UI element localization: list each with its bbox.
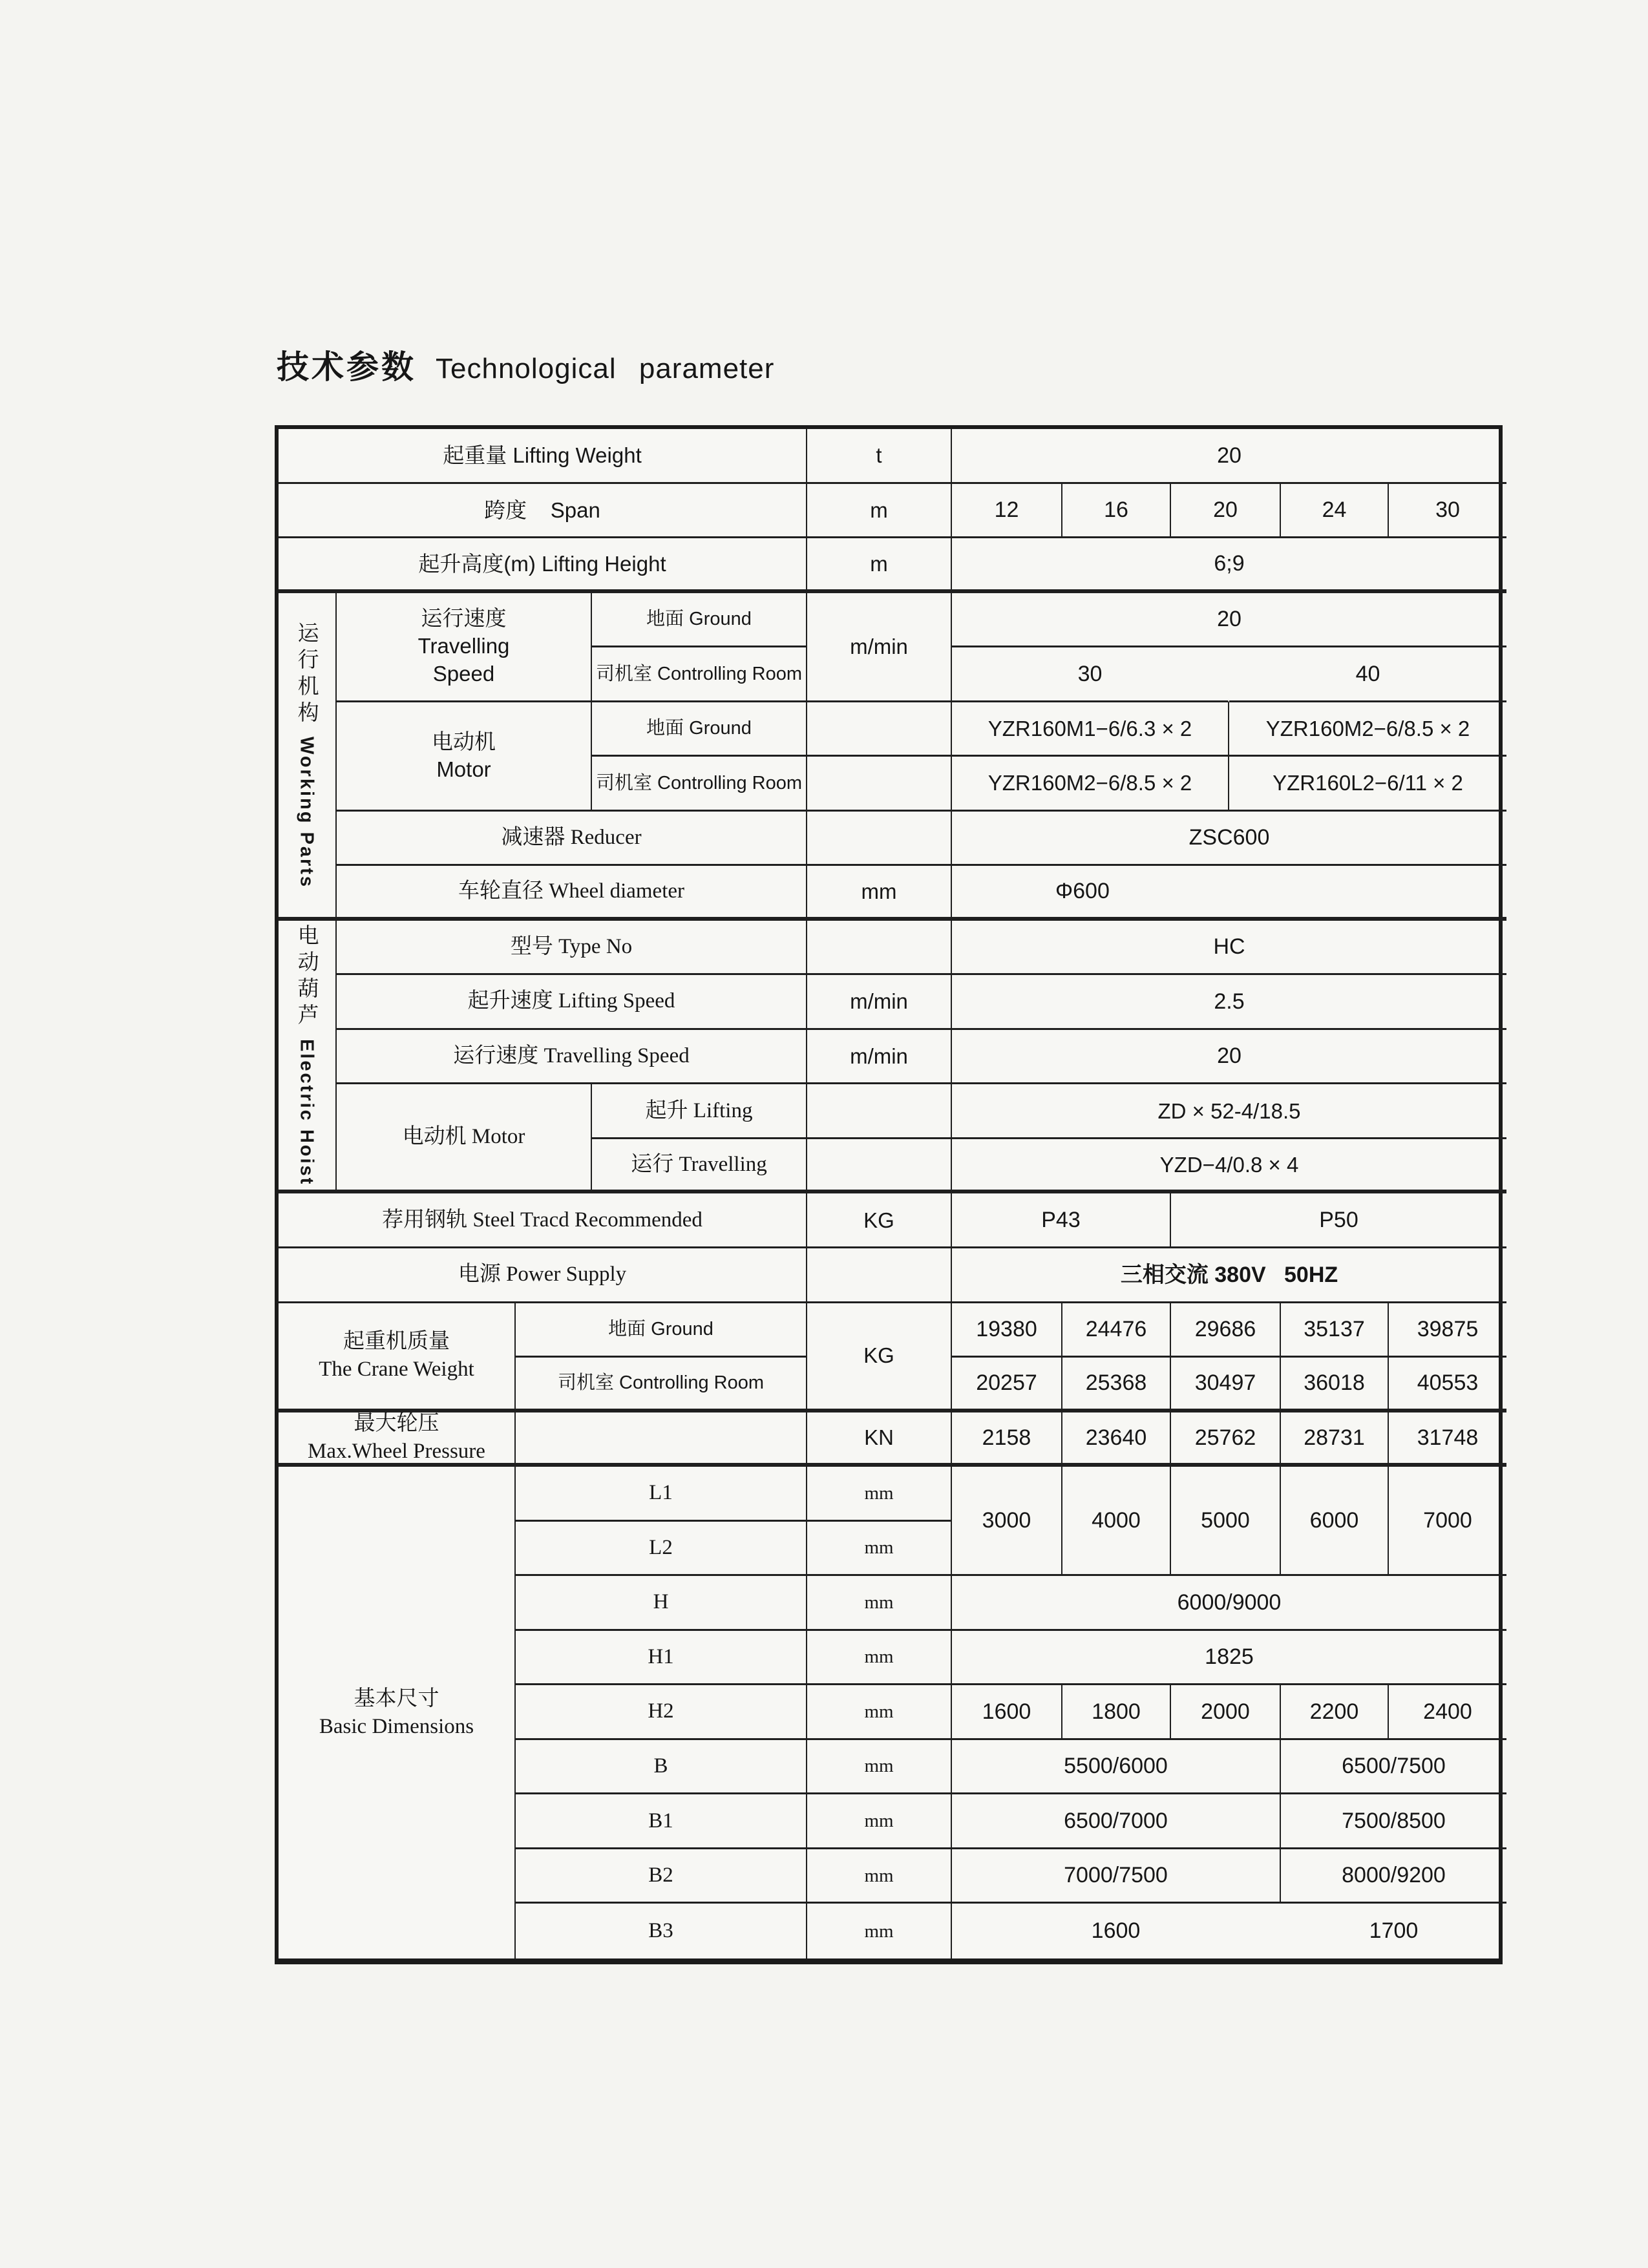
max-wheel-pressure-label-zh: 最大轮压: [354, 1412, 439, 1436]
crane-weight-room-value-5: 40553: [1389, 1358, 1506, 1412]
basic-dimensions-label-en: Basic Dimensions: [319, 1714, 474, 1738]
crane-weight-unit: KG: [807, 1303, 952, 1412]
dimension-b-unit: mm: [807, 1740, 952, 1795]
power-supply-unit-cell: [807, 1248, 952, 1303]
span-label: 跨度 Span: [279, 484, 807, 539]
hoist-lifting-speed-value: 2.5: [952, 975, 1506, 1030]
electric-hoist-label-en: Electric Hoist: [296, 1039, 317, 1186]
dimension-h2-value-3: 2000: [1171, 1685, 1281, 1740]
crane-weight-group-label: [279, 1303, 516, 1412]
dimension-h1-unit: mm: [807, 1631, 952, 1686]
dimension-l-value-5: 7000: [1389, 1467, 1506, 1576]
crane-weight-room-value-4: 36018: [1281, 1358, 1389, 1412]
hoist-motor-travelling-unit-cell: [807, 1139, 952, 1194]
crane-weight-ground-value-5: 39875: [1389, 1303, 1506, 1358]
page-title-en: Technological parameter: [436, 353, 775, 384]
motor-room-sublabel: 司机室 Controlling Room: [592, 757, 807, 812]
span-value-12m: 12: [952, 484, 1062, 539]
crane-weight-ground-value-2: 24476: [1062, 1303, 1171, 1358]
max-wheel-pressure-value-1: 2158: [952, 1412, 1062, 1467]
hoist-lifting-speed-label: 起升速度 Lifting Speed: [337, 975, 807, 1030]
hoist-motor-travelling-value: YZD−4/0.8 × 4: [952, 1139, 1506, 1194]
crane-weight-ground-value-1: 19380: [952, 1303, 1062, 1358]
hoist-motor-travelling-sublabel: 运行 Travelling: [592, 1139, 807, 1194]
travelling-speed-ground-value: 20: [952, 593, 1506, 648]
wheel-diameter-label: 车轮直径 Wheel diameter: [337, 866, 807, 921]
motor-label-zh: 电动机: [432, 729, 496, 753]
dimension-b2-label: B2: [516, 1849, 807, 1904]
dimension-l2-label: L2: [516, 1522, 807, 1577]
travelling-speed-label-zh: 运行速度: [421, 606, 507, 631]
motor-ground-value-right: YZR160M2−6/8.5 × 2: [1229, 702, 1506, 757]
dimension-h-unit: mm: [807, 1576, 952, 1631]
dimension-b-value-right: 6500/7500: [1281, 1740, 1506, 1795]
span-value-16m: 16: [1062, 484, 1171, 539]
span-unit: m: [807, 484, 952, 539]
max-wheel-pressure-unit: KN: [807, 1412, 952, 1467]
motor-room-value-right: YZR160L2−6/11 × 2: [1229, 757, 1506, 812]
hoist-lifting-speed-unit: m/min: [807, 975, 952, 1030]
motor-ground-sublabel: 地面 Ground: [592, 702, 807, 757]
steel-track-value-right: P50: [1171, 1193, 1506, 1248]
crane-weight-label-en: The Crane Weight: [319, 1358, 474, 1381]
max-wheel-pressure-value-2: 23640: [1062, 1412, 1171, 1467]
hoist-motor-lifting-sublabel: 起升 Lifting: [592, 1084, 807, 1139]
max-wheel-pressure-label-en: Max.Wheel Pressure: [308, 1439, 485, 1463]
crane-weight-room-sublabel: 司机室 Controlling Room: [516, 1358, 807, 1412]
working-parts-label-zh: 运行机构: [295, 621, 319, 728]
travelling-speed-unit: m/min: [807, 593, 952, 702]
motor-ground-unit-cell: [807, 702, 952, 757]
basic-dimensions-group-label: [279, 1467, 516, 1958]
travelling-speed-ground-sublabel: 地面 Ground: [592, 593, 807, 648]
steel-track-label: 荐用钢轨 Steel Tracd Recommended: [279, 1193, 807, 1248]
dimension-l-value-3: 5000: [1171, 1467, 1281, 1576]
hoist-travelling-speed-unit: m/min: [807, 1030, 952, 1085]
motor-group-label: [337, 702, 592, 812]
travelling-speed-group-label: [337, 593, 592, 702]
dimension-b2-unit: mm: [807, 1849, 952, 1904]
max-wheel-pressure-value-5: 31748: [1389, 1412, 1506, 1467]
working-parts-label-en: Working Parts: [296, 736, 317, 888]
lifting-height-unit: m: [807, 538, 952, 593]
wheel-diameter-unit: mm: [807, 866, 952, 921]
working-parts-group-label: [279, 593, 337, 921]
dimension-h1-label: H1: [516, 1631, 807, 1686]
dimension-h-label: H: [516, 1576, 807, 1631]
max-wheel-pressure-empty-cell: [516, 1412, 807, 1467]
max-wheel-pressure-value-3: 25762: [1171, 1412, 1281, 1467]
dimension-l1-label: L1: [516, 1467, 807, 1522]
page-title: [277, 341, 774, 388]
motor-room-value-left: YZR160M2−6/8.5 × 2: [952, 757, 1229, 812]
dimension-h-value: 6000/9000: [952, 1576, 1506, 1631]
lifting-weight-label: 起重量 Lifting Weight: [279, 429, 807, 484]
steel-track-unit: KG: [807, 1193, 952, 1248]
dimension-b3-value-right: 1700: [1369, 1918, 1419, 1944]
reducer-value: ZSC600: [952, 812, 1506, 866]
type-no-label: 型号 Type No: [337, 921, 807, 976]
crane-weight-label-zh: 起重机质量: [343, 1330, 450, 1354]
hoist-travelling-speed-label: 运行速度 Travelling Speed: [337, 1030, 807, 1085]
crane-weight-ground-value-3: 29686: [1171, 1303, 1281, 1358]
dimension-b-label: B: [516, 1740, 807, 1795]
travelling-speed-room-sublabel: 司机室 Controlling Room: [592, 647, 807, 702]
electric-hoist-group-label: [279, 921, 337, 1194]
span-value-24m: 24: [1281, 484, 1389, 539]
dimension-b3-unit: mm: [807, 1904, 952, 1958]
hoist-motor-group-label: 电动机 Motor: [337, 1084, 592, 1193]
lifting-weight-unit: t: [807, 429, 952, 484]
hoist-travelling-speed-value: 20: [952, 1030, 1506, 1085]
dimension-h2-label: H2: [516, 1685, 807, 1740]
hoist-motor-lifting-value: ZD × 52-4/18.5: [952, 1084, 1506, 1139]
technological-parameter-table: [275, 425, 1503, 1964]
crane-weight-ground-sublabel: 地面 Ground: [516, 1303, 807, 1358]
steel-track-value-left: P43: [952, 1193, 1171, 1248]
dimension-b1-label: B1: [516, 1794, 807, 1849]
dimension-h2-value-1: 1600: [952, 1685, 1062, 1740]
dimension-b3-value-left: 1600: [1091, 1918, 1141, 1944]
dimension-b1-unit: mm: [807, 1794, 952, 1849]
electric-hoist-label-zh: 电动葫芦: [295, 924, 319, 1031]
power-supply-label: 电源 Power Supply: [279, 1248, 807, 1303]
dimension-h2-value-4: 2200: [1281, 1685, 1389, 1740]
reducer-label: 减速器 Reducer: [337, 812, 807, 866]
motor-room-unit-cell: [807, 757, 952, 812]
dimension-l-value-2: 4000: [1062, 1467, 1171, 1576]
dimension-h2-unit: mm: [807, 1685, 952, 1740]
span-value-20m: 20: [1171, 484, 1281, 539]
dimension-b-value-left: 5500/6000: [952, 1740, 1281, 1795]
motor-ground-value-left: YZR160M1−6/6.3 × 2: [952, 702, 1229, 757]
wheel-diameter-value: Φ600: [952, 866, 1506, 921]
hoist-motor-lifting-unit-cell: [807, 1084, 952, 1139]
power-supply-value: 三相交流 380V 50HZ: [952, 1248, 1506, 1303]
motor-label-en: Motor: [436, 757, 491, 781]
span-value-30m: 30: [1389, 484, 1506, 539]
basic-dimensions-label-zh: 基本尺寸: [354, 1686, 439, 1710]
dimension-h1-value: 1825: [952, 1631, 1506, 1686]
dimension-l-value-1: 3000: [952, 1467, 1062, 1576]
page-title-zh: 技术参数: [277, 349, 416, 385]
crane-weight-room-value-1: 20257: [952, 1358, 1062, 1412]
dimension-b3-label: B3: [516, 1904, 807, 1958]
dimension-b1-value-right: 7500/8500: [1281, 1794, 1506, 1849]
dimension-l-value-4: 6000: [1281, 1467, 1389, 1576]
crane-weight-room-value-3: 30497: [1171, 1358, 1281, 1412]
travelling-speed-room-value-left: 30: [952, 647, 1229, 702]
travelling-speed-label-en2: Speed: [432, 662, 495, 686]
travelling-speed-room-value-right: 40: [1229, 647, 1506, 702]
lifting-height-label: 起升高度(m) Lifting Height: [279, 538, 807, 593]
dimension-h2-value-2: 1800: [1062, 1685, 1171, 1740]
crane-weight-ground-value-4: 35137: [1281, 1303, 1389, 1358]
reducer-unit-cell: [807, 812, 952, 866]
travelling-speed-label-en1: Travelling: [417, 634, 510, 658]
type-no-value: HC: [952, 921, 1506, 976]
dimension-l1-unit: mm: [807, 1467, 952, 1522]
dimension-b1-value-left: 6500/7000: [952, 1794, 1281, 1849]
type-no-unit-cell: [807, 921, 952, 976]
crane-weight-room-value-2: 25368: [1062, 1358, 1171, 1412]
max-wheel-pressure-value-4: 28731: [1281, 1412, 1389, 1467]
dimension-b2-value-left: 7000/7500: [952, 1849, 1281, 1904]
lifting-weight-value: 20: [952, 429, 1506, 484]
dimension-b2-value-right: 8000/9200: [1281, 1849, 1506, 1904]
lifting-height-value: 6;9: [952, 538, 1506, 593]
dimension-l2-unit: mm: [807, 1522, 952, 1577]
max-wheel-pressure-label: [279, 1412, 516, 1467]
dimension-h2-value-5: 2400: [1389, 1685, 1506, 1740]
